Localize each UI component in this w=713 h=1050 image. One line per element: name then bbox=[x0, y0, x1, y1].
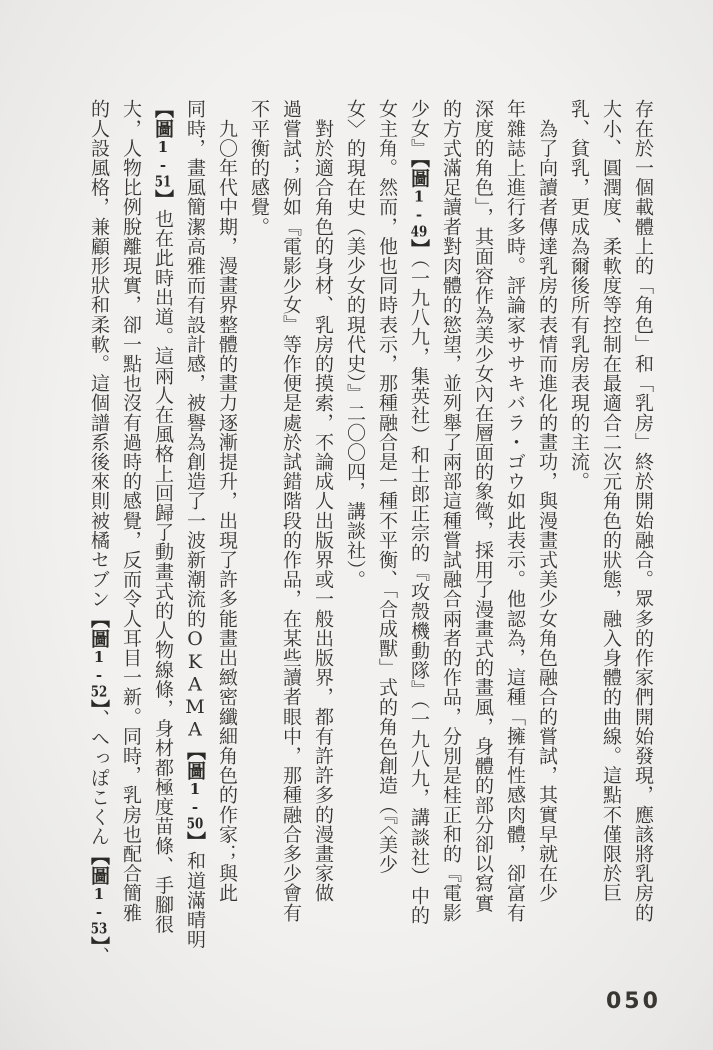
text-column: 年雜誌上進行多時。評論家ササキバラ・ゴウ如此表示。他認為，這種「擁有性感肉體，卻富有 bbox=[504, 99, 526, 923]
text-column: 的方式滿足讀者對肉體的慾望，並列舉了兩部這種嘗試融合兩者的作品，分別是桂正和的『電影 bbox=[440, 99, 462, 923]
figure-reference: 【圖1-53】 bbox=[88, 846, 110, 947]
figure-reference: 【圖1-49】 bbox=[408, 157, 430, 259]
figure-reference: 【圖1-51】 bbox=[152, 99, 174, 209]
text-column: 的人設風格，兼顧形狀和柔軟。這個譜系後來則被橘セブン【圖1-52】、へっぽこくん【圖1-53】、 bbox=[88, 99, 110, 967]
text-column: 女〉的現在史（美少女的現代史）』二〇〇四，講談社）。 bbox=[344, 99, 366, 590]
text-column: 存在於一個載體上的「角色」和「乳房」終於開始融合。眾多的作家們開始發現，應該將乳房的 bbox=[632, 99, 654, 923]
text-column: 乳、貧乳，更成為爾後所有乳房表現的主流。 bbox=[568, 99, 590, 491]
page-number: 050 bbox=[606, 989, 661, 1014]
figure-reference: 【圖1-52】 bbox=[88, 608, 110, 709]
text-column: 女主角。然而，他也同時表示，那種融合是一種不平衡、「合成獸」式的角色創造（『〈美少 bbox=[376, 99, 398, 875]
text-column: 少女』【圖1-49】（一九八九，集英社）和士郎正宗的『攻殼機動隊』（一九八九，講談社）中的 bbox=[408, 99, 430, 926]
text-column: 九〇年代中期，漫畫界整體的畫力逐漸提升，出現了許多能畫出緻密纖細角色的作家；與此 bbox=[216, 99, 238, 903]
text-column: 深度的角色」，其面容作為美少女內在層面的象徵，採用了漫畫式的畫風，身體的部分卻以寫實 bbox=[472, 99, 494, 913]
body-text bbox=[83, 99, 659, 973]
text-column: 為了向讀者傳達乳房的表情而進化的畫功，與漫畫式美少女角色融合的嘗試，其實早就在少 bbox=[536, 99, 558, 903]
text-column: 大小、圓潤度、柔軟度等控制在最適合二次元角色的狀態，融入身體的曲線。這點不僅限於巨 bbox=[600, 99, 622, 903]
text-column: 不平衡的感覺。 bbox=[248, 99, 270, 237]
figure-reference: 【圖1-50】 bbox=[184, 741, 206, 852]
text-column: 【圖1-51】也在此時出道。這兩人在風格上回歸了動畫式的人物線條，身材都極度苗條、手腳很 bbox=[152, 99, 174, 935]
text-column: 大，人物比例脫離現實，卻一點也沒有過時的感覺，反而令人耳目一新。同時，乳房也配合簡雅 bbox=[120, 99, 142, 923]
text-column: 同時，畫風簡潔高雅而有設計感，被譽為創造了一波新潮流的OKAMA【圖1-50】和道滿晴明 bbox=[184, 99, 206, 950]
text-column: 過嘗試；例如『電影少女』等作便是處於試錯階段的作品，在某些讀者眼中，那種融合多少會有 bbox=[280, 99, 302, 923]
text-column: 對於適合角色的身材、乳房的摸索，不論成人出版界或一般出版界，都有許許多的漫畫家做 bbox=[312, 99, 334, 903]
